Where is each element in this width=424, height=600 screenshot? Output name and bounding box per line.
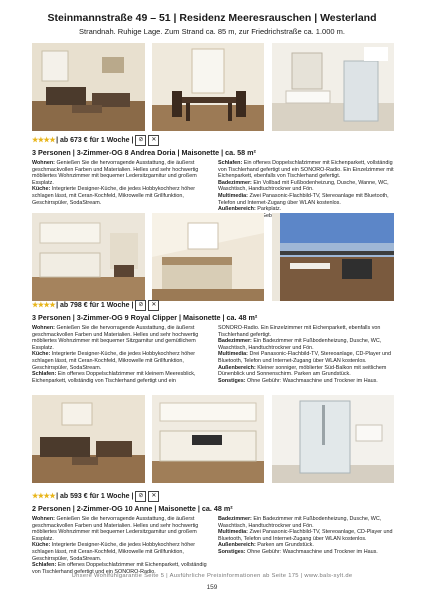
no-pets-icon: ✕ xyxy=(148,135,159,146)
price-label: | ab 798 € für 1 Woche | xyxy=(56,301,134,309)
rating-stars: ★★★★ xyxy=(32,302,56,309)
rating-stars: ★★★★ xyxy=(32,493,56,500)
page-title: Steinmannstraße 49 – 51 | Residenz Meeresrauschen | Westerland xyxy=(47,12,377,24)
description-right: SONORO-Radio. Ein Einzelzimmer mit Eichenparkett, ebenfalls von Tischlerhand gefertigt. Badezimmer: Ein Badezimmer mit Fußbodenheizung, Dusche, WC, Waschtisch, Handtuchtrockner und Fön. Multimedia: Drei Panasonic-Flachbild-TV, Stereoanlage, CD-Player und Bluetooth, Telefon und Internet-Zugang über WLAN kostenlos. Außenbereich: Kleiner sonniger, möblierter Süd-Balkon mit seitlichem Dünenblick und Sonnenschirm. Parken am Grundstück. Sonstiges: Ohne Gebühr: Waschmaschine und Trockner im Haus. xyxy=(218,325,391,384)
bathroom-photo xyxy=(272,43,394,131)
listing-meta xyxy=(32,133,394,147)
description-left: Wohnen: Genießen Sie die hervorragende Ausstattung, die äußerst geschmackvollen Farben und Materialien. Helles und sehr hochwertig möbliertes Wohnzimmer mit bequemer Sitzgarnitur und gemütlichem Essplatz. Küche: Integrierte Designer-Küche, die jedes Hobbykochherz höher schlagen lässt, mit Ceran-Kochfeld, Mikrowelle mit Grillfunktion, Geschirrspüler, SodaStream. Schlafen: Ein offenes Doppelschlafzimmer mit kleinem Meeresblick, Eichenparkett, vollständig von Tischlerhand gefertigt und ein xyxy=(32,325,199,384)
rating-stars: ★★★★ xyxy=(32,137,56,144)
listing-description xyxy=(32,516,394,575)
listing-title: 2 Personen | 2-Zimmer-OG 10 Anne | Maisonette | ca. 48 m² xyxy=(32,504,233,513)
kitchen-photo xyxy=(32,213,145,301)
shower-photo xyxy=(272,395,394,483)
page-subtitle: Strandnah. Ruhige Lage. Zum Strand ca. 85 m, zur Friedrichstraße ca. 1.000 m. xyxy=(79,27,345,36)
living-room-photo xyxy=(32,395,145,483)
photo-row xyxy=(32,213,394,301)
listing-description xyxy=(32,160,394,219)
description-left: Wohnen: Genießen Sie die hervorragende Ausstattung, die äußerst geschmackvollen Farben und Materialien. Helles und sehr hochwertig möbliertes Wohnzimmer mit bequemer Ledersitzgarnitur und großem Essplatz. Küche: Integrierte Designer-Küche, die jedes Hobbykochherz höher schlagen lässt, mit Ceran-Kochfeld, Mikrowelle mit Grillfunktion, Geschirrspüler, SodaStream. xyxy=(32,160,199,206)
bedroom-photo xyxy=(152,213,264,301)
no-smoking-icon: ⊘ xyxy=(135,300,146,311)
dining-room-photo xyxy=(152,43,264,131)
kitchen-photo xyxy=(152,395,264,483)
listing-meta xyxy=(32,298,394,312)
description-left: Wohnen: Genießen Sie die hervorragende Ausstattung, die äußerst geschmackvollen Farben und Materialien. Helles und sehr hochwertig möbliertes Wohnzimmer mit bequemer Ledersitzgarnitur und großem Essplatz. Küche: Integrierte Designer-Küche, die jedes Hobbykochherz höher schlagen lässt, mit Ceran-Kochfeld, Mikrowelle mit Grillfunktion, Geschirrspüler, SodaStream. Schlafen: Ein offenes Doppelschlafzimmer mit Eichenparkett, vollständig von Tischlerhand gefertigt und ein SONORO-Radio. xyxy=(32,516,207,575)
living-room-photo xyxy=(32,43,145,131)
no-smoking-icon: ⊘ xyxy=(135,135,146,146)
no-pets-icon: ✕ xyxy=(148,300,159,311)
page-number: 159 xyxy=(206,584,218,591)
description-right: Badezimmer: Ein Badezimmer mit Fußbodenheizung, Dusche, WC, Waschtisch, Handtuchtrockner und Fön. Multimedia: Zwei Panasonic-Flachbild-TV, Stereoanlage, CD-Player und Bluetooth, Telefon und Internet-Zugang über WLAN kostenlos. Außenbereich: Parken am Grundstück. Sonstiges: Ohne Gebühr: Waschmaschine und Trockner im Haus. xyxy=(218,516,393,555)
balcony-photo xyxy=(272,213,394,301)
photo-row xyxy=(32,395,394,483)
description-right: Schlafen: Ein offenes Doppelschlafzimmer mit Eichenparkett, vollständig von Tischlerhand gefertigt und ein SONORO-Radio. Ein Einzelzimmer mit Eichenparkett, ebenfalls von Tischlerhand gefertigt. Badezimmer: Ein Vollbad mit Fußbodenheizung, Dusche, Wanne, WC, Waschtisch, Handtuchtrockner und Fön. Multimedia: Zwei Panasonic-Flachbild-TV, Stereoanlage mit Bluetooth, Telefon und Internet-Zugang über WLAN kostenlos. Außenbereich: Parkplatz. Gebühr: xyxy=(218,160,394,219)
price-label: | ab 593 € für 1 Woche | xyxy=(56,492,134,500)
no-smoking-icon: ⊘ xyxy=(135,491,146,502)
price-label: | ab 673 € für 1 Woche | xyxy=(56,136,134,144)
listing-description xyxy=(32,325,394,384)
listing-meta xyxy=(32,489,394,503)
photo-row xyxy=(32,43,394,131)
listing-title: 3 Personen | 3-Zimmer-OG 9 Royal Clipper | Maisonette | ca. 48 m² xyxy=(32,313,258,322)
no-pets-icon: ✕ xyxy=(148,491,159,502)
listing-title: 3 Personen | 3-Zimmer-OG 8 Andrea Doria | Maisonette | ca. 58 m² xyxy=(32,148,256,157)
footer-links: Unsere Wohlfühlgarantie Seite 5 | Ausführliche Preisinformationen ab Seite 175 | www.bals-sylt.de xyxy=(71,573,353,579)
